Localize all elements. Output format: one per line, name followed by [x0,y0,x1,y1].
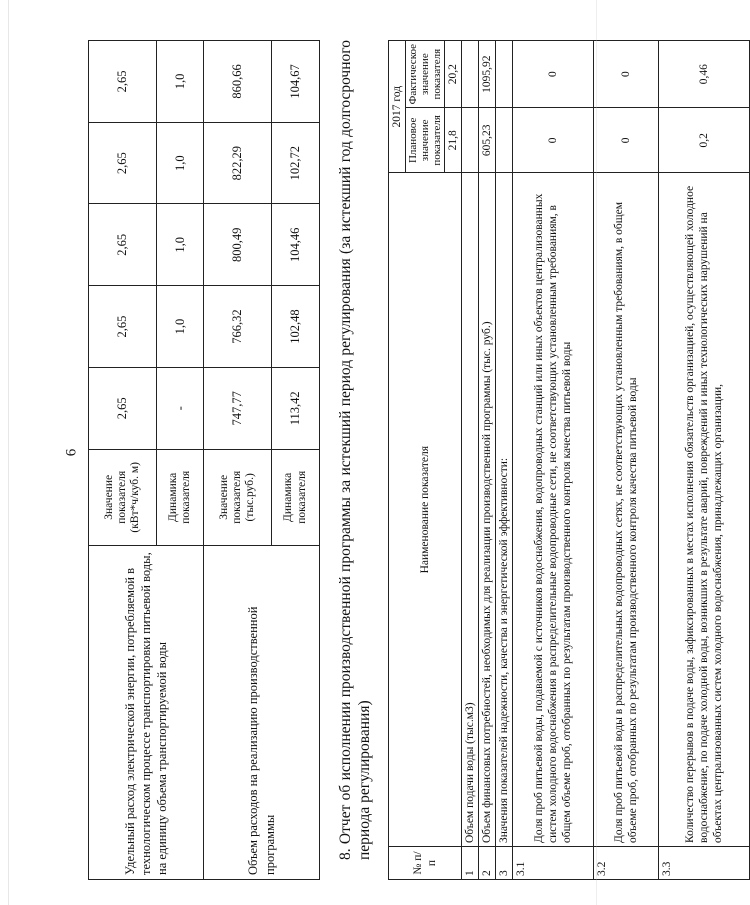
row-name: Объем подачи воды (тыс.м3) [462,173,479,847]
plan-value: 605,23 [479,108,496,173]
value-cell: 2,65 [89,367,157,449]
col-num-header: № п/п [389,847,462,880]
rotated-content [88,20,725,880]
plan-value [496,108,513,173]
subrow-label: Значение показателя (тыс.руб.) [204,449,272,545]
row-num: 3.2 [594,847,659,880]
table-row [594,41,659,880]
value-cell: 822,29 [204,122,272,204]
value-cell: 104,67 [272,41,320,123]
indicators-table [88,40,320,880]
value-cell: 1,0 [156,204,204,286]
value-cell: 102,48 [272,286,320,368]
col-fact-header: Фактическое значение показателя [406,41,445,108]
value-cell: 766,32 [204,286,272,368]
row-num: 3 [496,847,513,880]
value-cell: 747,77 [204,367,272,449]
value-cell: 1,0 [156,41,204,123]
plan-value: 0 [594,108,659,173]
row-num: 3.3 [659,847,750,880]
subrow-label: Динамика показателя [156,449,204,545]
fact-value: 0 [594,41,659,108]
fact-value: 0 [513,41,594,108]
page-number: 6 [63,448,80,457]
row-name: Доля проб питьевой воды, подаваемой с источников водоснабжения, водопроводных станций или иных объектов централизованных систем холодного водоснабжения в распределительные водопроводные сети, не соответствующих установленным требованиям, в общем объеме проб, отобранных по результатам производственного контроля качества питьевой воды [513,173,594,847]
fact-value: 0,46 [659,41,750,108]
table-row [659,41,750,880]
scan-edge [8,0,9,905]
value-cell: 800,49 [204,204,272,286]
row-num: 1 [462,847,479,880]
row-name: Значения показателей надежности, качества и энергетической эффективности: [496,173,513,847]
table-row [462,41,479,880]
plan-value [462,108,479,173]
value-cell: 860,66 [204,41,272,123]
value-cell: 104,46 [272,204,320,286]
value-cell: 2,65 [89,41,157,123]
row-name: Количество перерывов в подаче воды, зафиксированных в местах исполнения обязательств организацией, осуществляющей холодное водоснабжение, по подаче холодной воды, возникших в результате аварий, повреждений и иных технологических нарушений на объектах централизованных систем холодного водоснабжения, принадлежащих организации, [659,173,750,847]
col-plan-header: Плановое значение показателя [406,108,445,173]
fact-value: 1095,92 [479,41,496,108]
row-num: 3.1 [513,847,594,880]
indicator-name: Объем расходов на реализацию производственной программы [204,545,320,879]
scan-edge [596,0,597,905]
fact-value [462,41,479,108]
plan-value: 0,2 [659,108,750,173]
header-row [389,41,406,880]
value-cell: 2,65 [89,122,157,204]
row-num: 2 [479,847,496,880]
table-row [89,41,157,880]
value-cell: 113,42 [272,367,320,449]
subrow-label: Значение показателя (кВт*ч/куб. м) [89,449,157,545]
row-name: Объем финансовых потребностей, необходимых для реализации производственной программы (тыс. руб.) [479,173,496,847]
subrow-label: Динамика показателя [272,449,320,545]
value-cell: 1,0 [156,122,204,204]
fact-index-cell: 20,2 [445,41,462,108]
plan-index-cell: 21,8 [445,108,462,173]
table-row [204,41,272,880]
value-cell: 1,0 [156,286,204,368]
indicator-name: Удельный расход электрической энергии, потребляемой в технологическом процессе транспортировки питьевой воды, на единицу объема транспортируемой воды [89,545,204,879]
report-table [388,40,750,880]
value-cell: 2,65 [89,286,157,368]
section-heading: 8. Отчет об исполнении производственной программы за истекший период регулирования (за истекший год долгосрочного периода регулирования) [337,40,374,860]
row-name: Доля проб питьевой воды в распределительных водопроводных сетях, не соответствующих установленным требованиям, в общем объеме проб, отобранных по результатам производственного контроля качества питьевой воды [594,173,659,847]
table-row [479,41,496,880]
fact-value [496,41,513,108]
table-row [513,41,594,880]
col-name-header: Наименование показателя [389,173,462,847]
table-row [496,41,513,880]
value-cell: 102,72 [272,122,320,204]
value-cell: 2,65 [89,204,157,286]
year-header: 2017 год [389,41,406,173]
value-cell: - [156,367,204,449]
plan-value: 0 [513,108,594,173]
